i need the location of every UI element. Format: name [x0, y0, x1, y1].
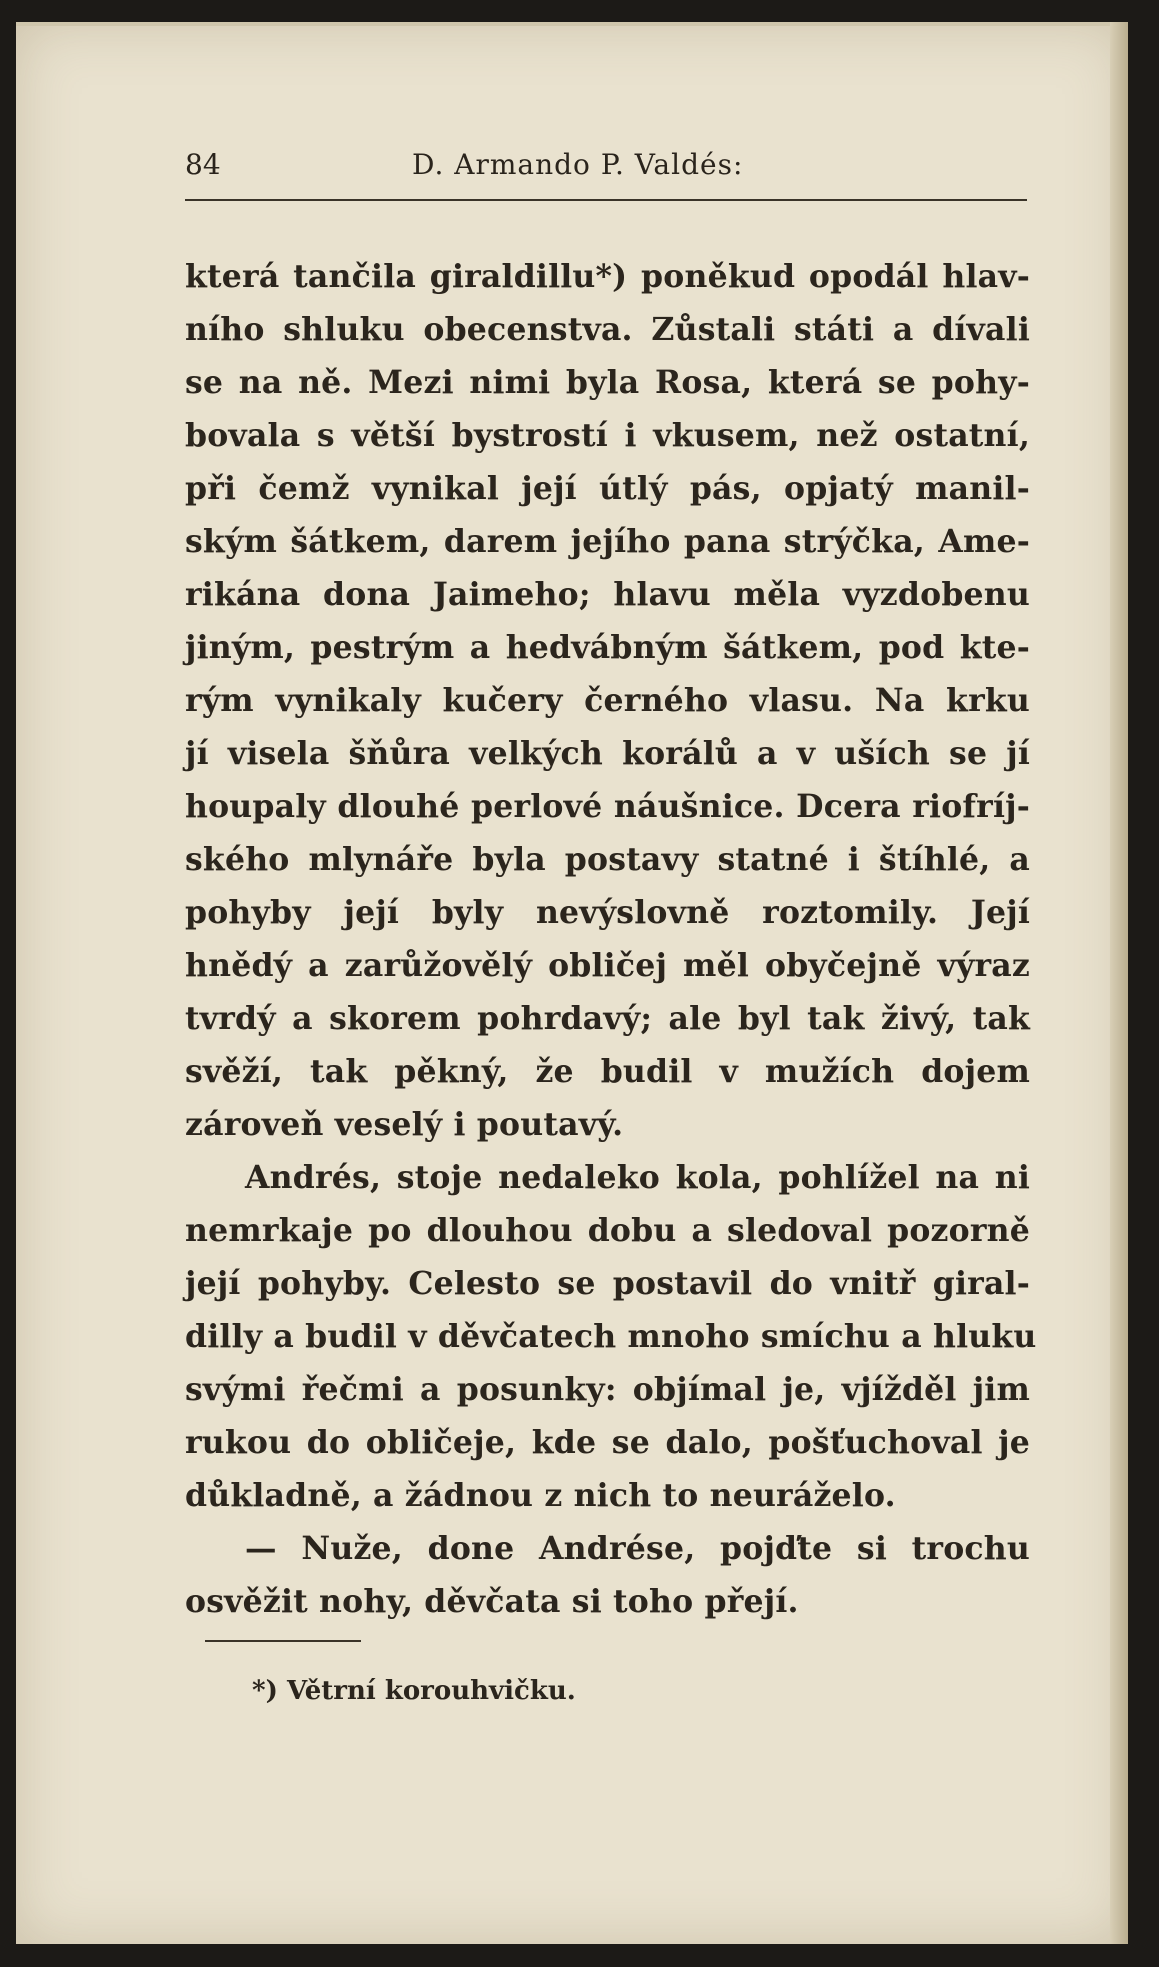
text-line: nemrkaje po dlouhou dobu a sledoval pozorně — [185, 1212, 1030, 1249]
text-line: která tančila giraldillu*) poněkud opodál hlav- — [185, 258, 1030, 295]
paragraph-start-line: Andrés, stoje nedaleko kola, pohlížel na ni — [245, 1159, 1030, 1196]
header-rule — [185, 199, 1027, 201]
text-line: jiným, pestrým a hedvábným šátkem, pod kte- — [185, 629, 1030, 666]
body-text — [185, 250, 1037, 1628]
paragraph-end-line: důkladně, a žádnou z nich to neuráželo. — [185, 1477, 896, 1514]
dialogue-start-line: — Nuže, done Andrése, pojďte si trochu — [245, 1530, 1030, 1567]
footnote: *) Větrní korouhvičku. — [252, 1676, 576, 1706]
text-line: ským šátkem, darem jejího pana strýčka, Ame- — [185, 523, 1030, 560]
text-line: hnědý a zarůžovělý obličej měl obyčejně výraz — [185, 947, 1030, 984]
text-line: bovala s větší bystrostí i vkusem, než ostatní, — [185, 417, 1030, 454]
text-line: rikána dona Jaimeho; hlavu měla vyzdobenu — [185, 576, 1030, 613]
text-line: ského mlynáře byla postavy statné i štíhlé, a — [185, 841, 1030, 878]
text-line: její pohyby. Celesto se postavil do vnitř giral- — [185, 1265, 1030, 1302]
text-line: svými řečmi a posunky: objímal je, vjížděl jim — [185, 1371, 1030, 1408]
text-line: houpaly dlouhé perlové náušnice. Dcera riofríj- — [185, 788, 1030, 825]
text-line: se na ně. Mezi nimi byla Rosa, která se pohy- — [185, 364, 1030, 401]
text-line: dilly a budil v děvčatech mnoho smíchu a hluku — [185, 1318, 1037, 1355]
text-line: rým vynikaly kučery černého vlasu. Na krku — [185, 682, 1030, 719]
text-line: při čemž vynikal její útlý pás, opjatý manil- — [185, 470, 1030, 507]
text-line: ního shluku obecenstva. Zůstali státi a dívali — [185, 311, 1030, 348]
text-line: jí visela šňůra velkých korálů a v uších se jí — [185, 735, 1030, 772]
page-right-edge — [1110, 22, 1128, 1944]
running-title: D. Armando P. Valdés: — [412, 148, 744, 181]
text-line: tvrdý a skorem pohrdavý; ale byl tak živý, tak — [185, 1000, 1030, 1037]
page-number: 84 — [185, 148, 221, 181]
page-top-edge — [16, 22, 1128, 26]
paragraph-end-line: zároveň veselý i poutavý. — [185, 1106, 624, 1143]
text-line: pohyby její byly nevýslovně roztomily. Její — [185, 894, 1030, 931]
paragraph-end-line: osvěžit nohy, děvčata si toho přejí. — [185, 1583, 799, 1620]
text-line: svěží, tak pěkný, že budil v mužích dojem — [185, 1053, 1030, 1090]
footnote-rule — [205, 1640, 361, 1642]
running-head — [185, 148, 1027, 192]
text-line: rukou do obličeje, kde se dalo, pošťuchoval je — [185, 1424, 1030, 1461]
